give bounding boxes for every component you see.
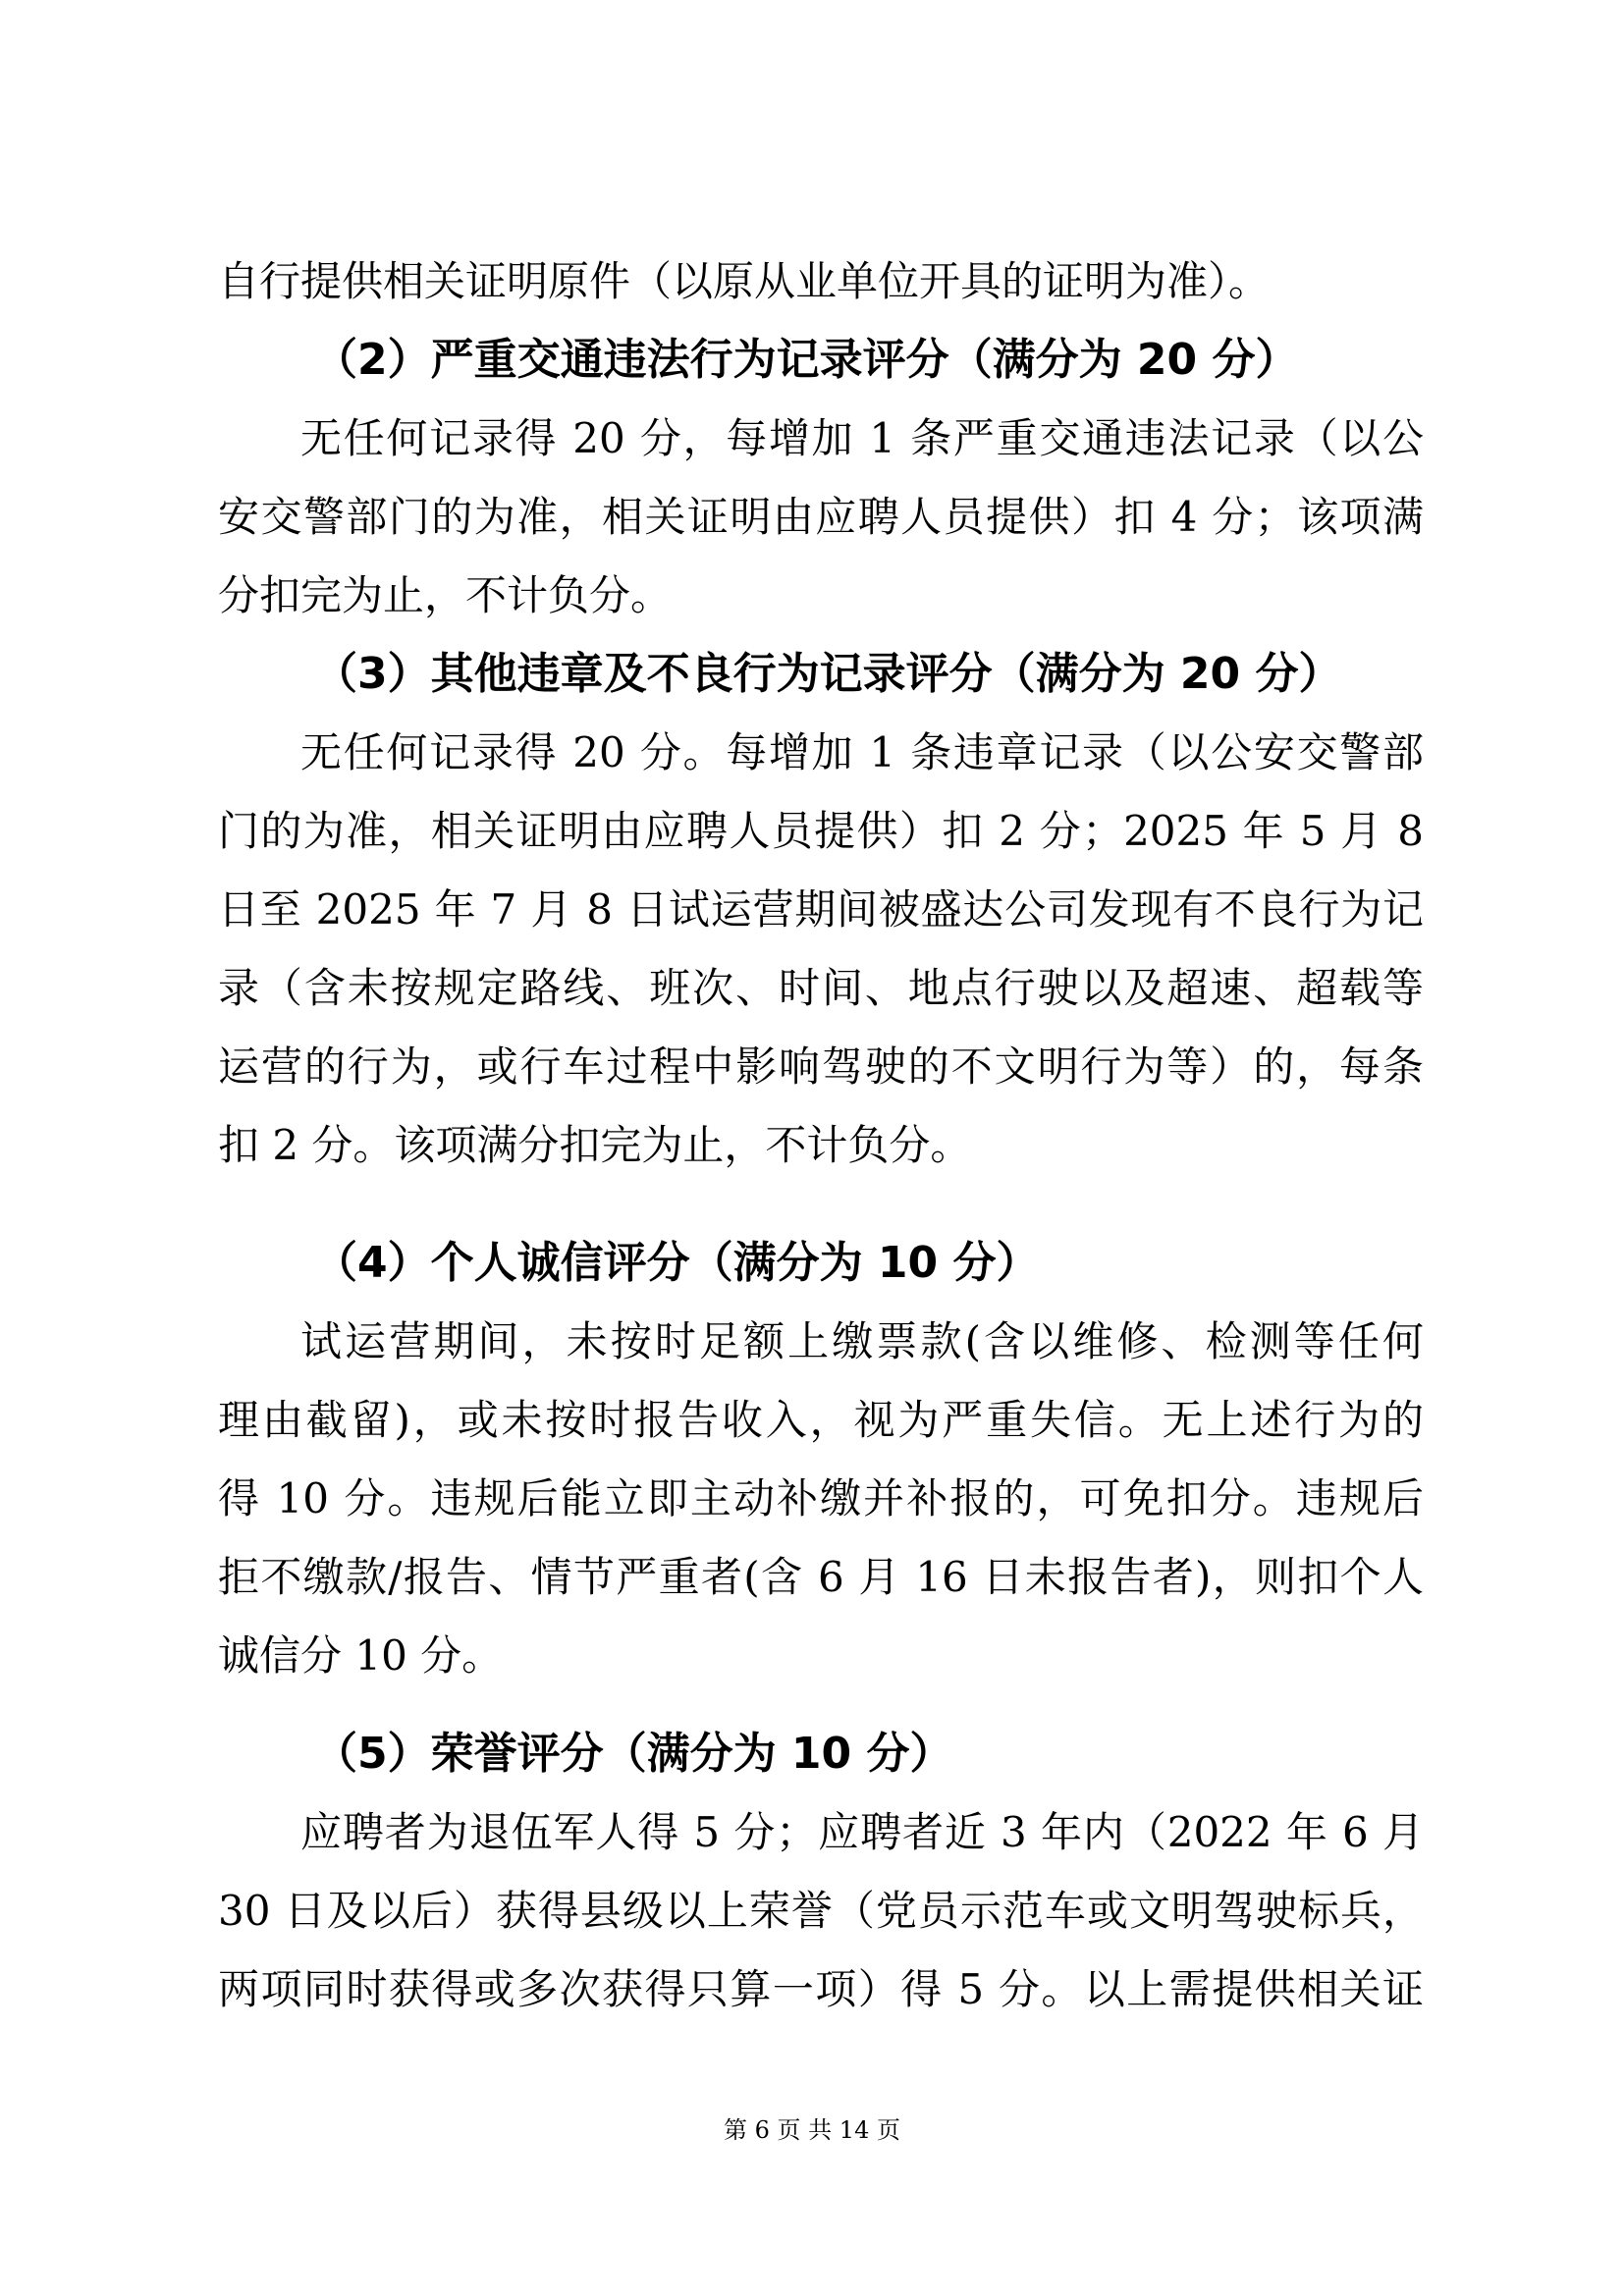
paragraph-line: 无任何记录得 20 分，每增加 1 条严重交通违法记录（以公: [300, 414, 1424, 462]
paragraph-line: 两项同时获得或多次获得只算一项）得 5 分。以上需提供相关证: [218, 1965, 1424, 2013]
section-heading-5: （5）荣誉评分（满分为 10 分）: [314, 1729, 953, 1779]
paragraph-line: 安交警部门的为准，相关证明由应聘人员提供）扣 4 分；该项满: [218, 493, 1424, 541]
paragraph-line: 门的为准，相关证明由应聘人员提供）扣 2 分；2025 年 5 月 8: [218, 807, 1424, 855]
paragraph-line: 录（含未按规定路线、班次、时间、地点行驶以及超速、超载等: [218, 964, 1424, 1012]
paragraph-line: 自行提供相关证明原件（以原从业单位开具的证明为准）。: [218, 257, 1271, 305]
paragraph-line: 理由截留)，或未按时报告收入，视为严重失信。无上述行为的: [218, 1396, 1424, 1444]
page-number-footer: 第 6 页 共 14 页: [724, 2116, 900, 2144]
paragraph-line: 拒不缴款/报告、情节严重者(含 6 月 16 日未报告者)，则扣个人: [218, 1553, 1424, 1601]
paragraph-line: 分扣完为止，不计负分。: [218, 571, 673, 619]
paragraph-line: 30 日及以后）获得县级以上荣誉（党员示范车或文明驾驶标兵，: [218, 1887, 1424, 1935]
section-heading-2: （2）严重交通违法行为记录评分（满分为 20 分）: [314, 335, 1299, 385]
paragraph-line: 得 10 分。违规后能立即主动补缴并补报的，可免扣分。违规后: [218, 1474, 1424, 1522]
paragraph-line: 应聘者为退伍军人得 5 分；应聘者近 3 年内（2022 年 6 月: [300, 1808, 1424, 1856]
section-heading-4: （4）个人诚信评分（满分为 10 分）: [314, 1238, 1040, 1288]
paragraph-line: 扣 2 分。该项满分扣完为止，不计负分。: [218, 1121, 972, 1169]
paragraph-line: 试运营期间，未按时足额上缴票款(含以维修、检测等任何: [300, 1317, 1424, 1365]
section-heading-3: （3）其他违章及不良行为记录评分（满分为 20 分）: [314, 649, 1342, 699]
paragraph-line: 诚信分 10 分。: [218, 1631, 504, 1680]
paragraph-line: 无任何记录得 20 分。每增加 1 条违章记录（以公安交警部: [300, 728, 1424, 776]
paragraph-line: 运营的行为，或行车过程中影响驾驶的不文明行为等）的，每条: [218, 1042, 1424, 1091]
paragraph-line: 日至 2025 年 7 月 8 日试运营期间被盛达公司发现有不良行为记: [218, 885, 1424, 934]
